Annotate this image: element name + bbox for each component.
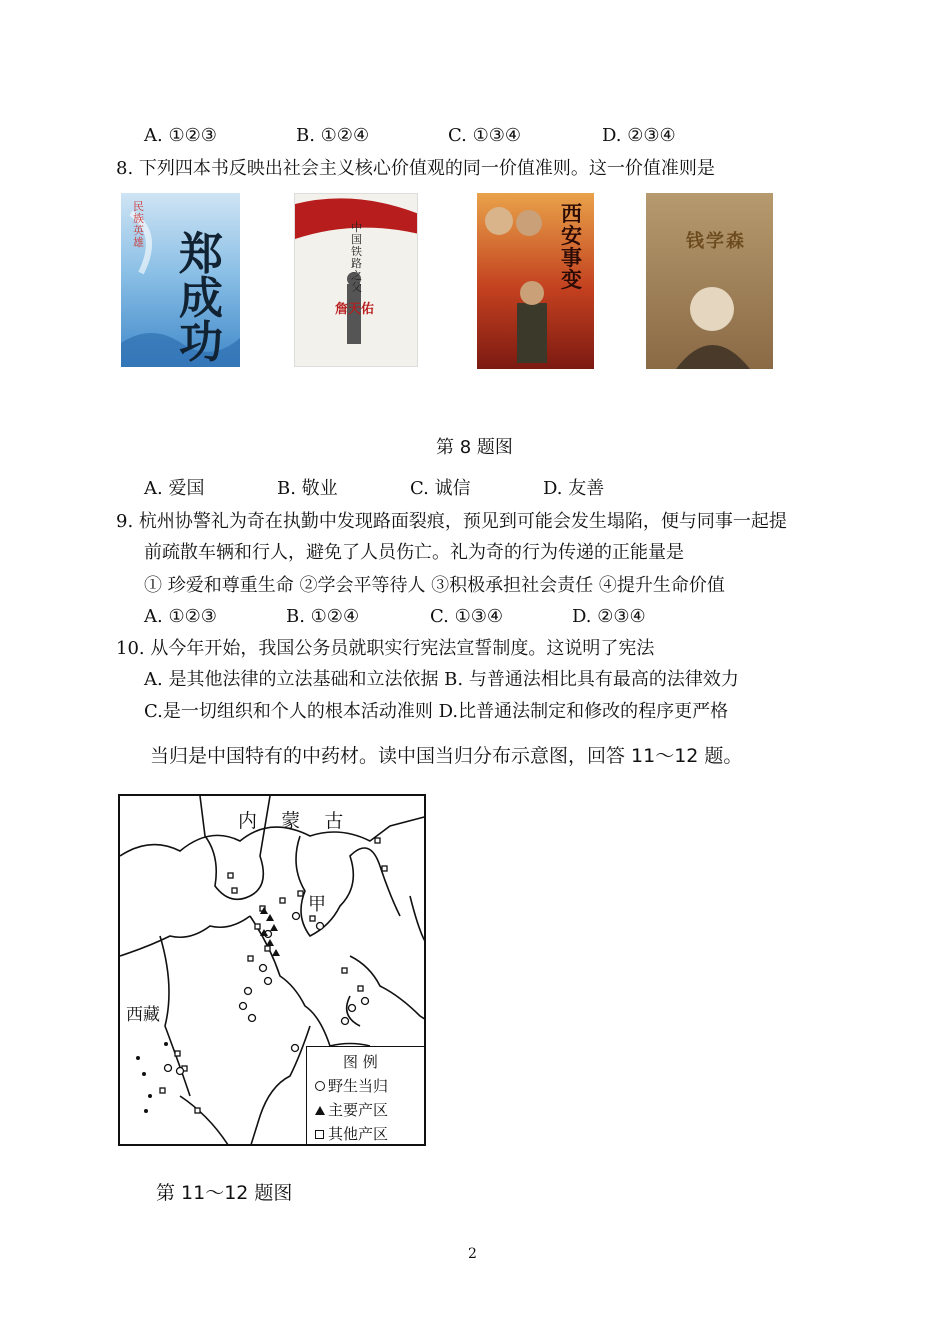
map-legend — [306, 1046, 426, 1146]
book-cover-2 — [294, 193, 418, 367]
q7-option-d: D. ②③④ — [602, 125, 676, 146]
q8-stem: 8. 下列四本书反映出社会主义核心价值观的同一价值准则。这一价值准则是 — [116, 158, 715, 179]
q9-stem-line1: 9. 杭州协警礼为奇在执勤中发现路面裂痕，预见到可能会发生塌陷，便与同事一起提 — [116, 511, 787, 532]
map-figure-caption: 第 11～12 题图 — [156, 1182, 293, 1204]
square-icon — [315, 1130, 324, 1139]
legend-title: 图 例 — [343, 1053, 378, 1071]
q9-items: ① 珍爱和尊重生命 ②学会平等待人 ③积极承担社会责任 ④提升生命价值 — [144, 575, 725, 596]
q9-stem-line2: 前疏散车辆和行人，避免了人员伤亡。礼为奇的行为传递的正能量是 — [144, 542, 684, 563]
q10-stem: 10. 从今年开始，我国公务员就职实行宪法宣誓制度。这说明了宪法 — [116, 638, 655, 659]
map-label-neimenggu: 内 蒙 古 — [238, 810, 344, 832]
q7-option-c: C. ①③④ — [448, 125, 521, 146]
book1-tag: 民族英雄 — [133, 200, 144, 249]
triangle-icon — [315, 1106, 325, 1115]
q10-options-line2: C.是一切组织和个人的根本活动准则 D.比普通法制定和修改的程序更严格 — [144, 701, 729, 722]
book1-title: 郑成功 — [179, 229, 223, 367]
q8-option-c: C. 诚信 — [410, 478, 471, 499]
map-label-xizang: 西藏 — [126, 1005, 160, 1025]
q8-figure-caption: 第 8 题图 — [436, 437, 513, 458]
circle-icon — [315, 1081, 325, 1091]
q9-option-d: D. ②③④ — [572, 606, 646, 627]
map-label-jia: 甲 — [308, 894, 326, 915]
danggui-distribution-map — [118, 794, 426, 1146]
page-number: 2 — [468, 1246, 477, 1262]
q9-option-b: B. ①②④ — [286, 606, 360, 627]
q11-12-intro: 当归是中国特有的中药材。读中国当归分布示意图，回答 11～12 题。 — [150, 745, 743, 767]
q8-option-b: B. 敬业 — [277, 478, 338, 499]
book-cover-3 — [477, 193, 594, 369]
q8-option-d: D. 友善 — [543, 478, 605, 499]
q7-option-a: A. ①②③ — [144, 125, 217, 146]
book2-title: 詹天佑 — [335, 302, 375, 317]
legend-other-label: 其他产区 — [328, 1125, 389, 1143]
book-cover-1 — [121, 193, 240, 367]
legend-other-row — [315, 1123, 388, 1144]
book4-title: 钱学森 — [686, 231, 746, 252]
q10-options-line1: A. 是其他法律的立法基础和立法依据 B. 与普通法相比具有最高的法律效力 — [144, 669, 739, 690]
q9-option-a: A. ①②③ — [144, 606, 217, 627]
q7-option-b: B. ①②④ — [296, 125, 370, 146]
book-cover-4 — [646, 193, 773, 369]
book3-title: 西安事变 — [561, 202, 582, 292]
legend-wild-row — [315, 1075, 388, 1096]
legend-main-row — [315, 1099, 388, 1120]
legend-main-label: 主要产区 — [328, 1101, 389, 1119]
q8-option-a: A. 爱国 — [144, 478, 205, 499]
q9-option-c: C. ①③④ — [430, 606, 503, 627]
legend-wild-label: 野生当归 — [328, 1077, 389, 1095]
book2-series: 中国铁路之父 — [351, 221, 362, 294]
